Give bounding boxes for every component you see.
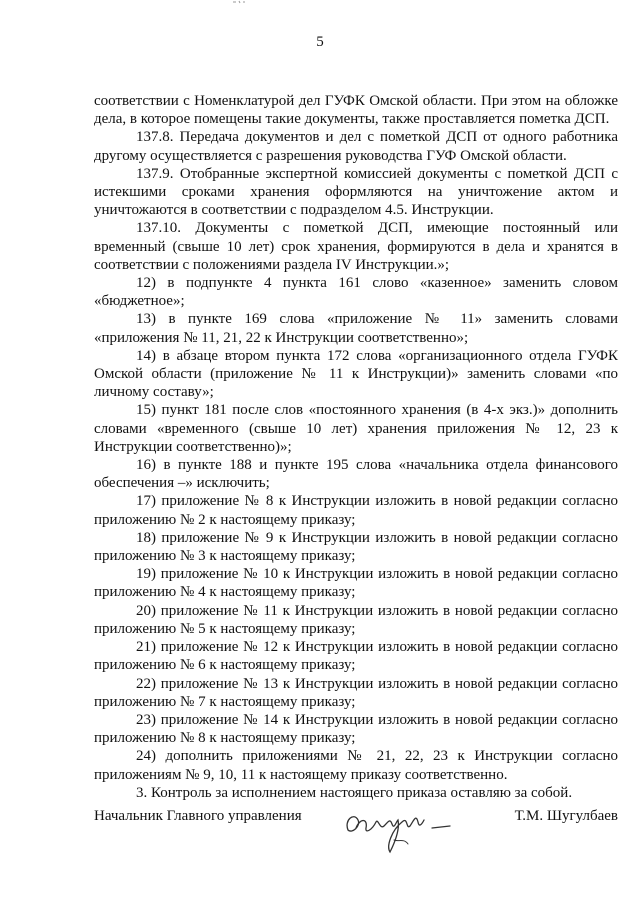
paragraph-item-21: 21) приложение № 12 к Инструкции изложить в новой редакции согласно приложению № 6 к настоящему приказу;	[94, 639, 618, 674]
paragraph-item-23: 23) приложение № 14 к Инструкции изложить в новой редакции согласно приложению № 8 к настоящему приказу;	[94, 711, 618, 747]
page-number: 5	[316, 34, 324, 50]
paragraph-item-13: 13) в пункте 169 слова «приложение № 11» заменить словами «приложения № 11, 21, 22 к Инструкции соответственно»;	[94, 311, 618, 346]
paragraph-item-24: 24) дополнить приложениями № 21, 22, 23 к Инструкции согласно приложениям № 9, 10, 11 к настоящему приказу соответственно.	[94, 748, 618, 783]
scan-artifact-mark	[232, 0, 246, 6]
paragraph-item-22: 22) приложение № 13 к Инструкции изложить в новой редакции согласно приложению № 7 к настоящему приказу;	[94, 675, 618, 710]
paragraph-item-18: 18) приложение № 9 к Инструкции изложить в новой редакции согласно приложению № 3 к настоящему приказу;	[94, 529, 618, 565]
paragraph-item-16: 16) в пункте 188 и пункте 195 слова «начальника отдела финансового обеспечения –» исключить;	[94, 457, 618, 492]
paragraph-item-17: 17) приложение № 8 к Инструкции изложить в новой редакции согласно приложению № 2 к настоящему приказу;	[94, 493, 618, 528]
signature-block	[94, 800, 618, 860]
paragraph-item-12: 12) в подпункте 4 пункта 161 слово «казенное» заменить словом «бюджетное»;	[94, 275, 618, 310]
paragraph-137-9: 137.9. Отобранные экспертной комиссией документы с пометкой ДСП с истекшими сроками хранения оформляются на уничтожение актом и уничтожаются в соответствии с подразделом 4.5. Инструкции.	[94, 165, 618, 219]
paragraph-point-3: 3. Контроль за исполнением настоящего приказа оставляю за собой.	[136, 784, 573, 801]
paragraph-item-19: 19) приложение № 10 к Инструкции изложить в новой редакции согласно приложению № 4 к настоящему приказу;	[94, 566, 618, 601]
paragraph-item-14: 14) в абзаце втором пункта 172 слова «организационного отдела ГУФК Омской области (приложение № 11 к Инструкции)» заменить словами «по личному составу»;	[94, 347, 618, 401]
handwritten-signature	[334, 800, 464, 858]
document-body	[94, 92, 618, 802]
paragraph-137-10: 137.10. Документы с пометкой ДСП, имеющие постоянный или временный (свыше 10 лет) срок хранения, формируются в дела и хранятся в соответствии с положениями раздела IV Инструкции.»;	[94, 220, 618, 273]
paragraph-137-8: 137.8. Передача документов и дел с пометкой ДСП от одного работника другому осуществляется с разрешения руководства ГУФ Омской области.	[94, 129, 618, 164]
paragraph-item-15: 15) пункт 181 после слов «постоянного хранения (в 4-х экз.)» дополнить словами «временного (свыше 10 лет) хранения приложения № 12, 23 к Инструкции соответственно)»;	[94, 402, 618, 455]
paragraph-item-20: 20) приложение № 11 к Инструкции изложить в новой редакции согласно приложению № 5 к настоящему приказу;	[94, 602, 618, 637]
signatory-position: Начальник Главного управления	[94, 808, 302, 824]
paragraph-intro-continuation: соответствии с Номенклатурой дел ГУФК Омской области. При этом на обложке дела, в которое помещены такие документы, также проставляется пометка ДСП.	[94, 93, 618, 128]
signatory-name: Т.М. Шугулбаев	[514, 808, 618, 824]
